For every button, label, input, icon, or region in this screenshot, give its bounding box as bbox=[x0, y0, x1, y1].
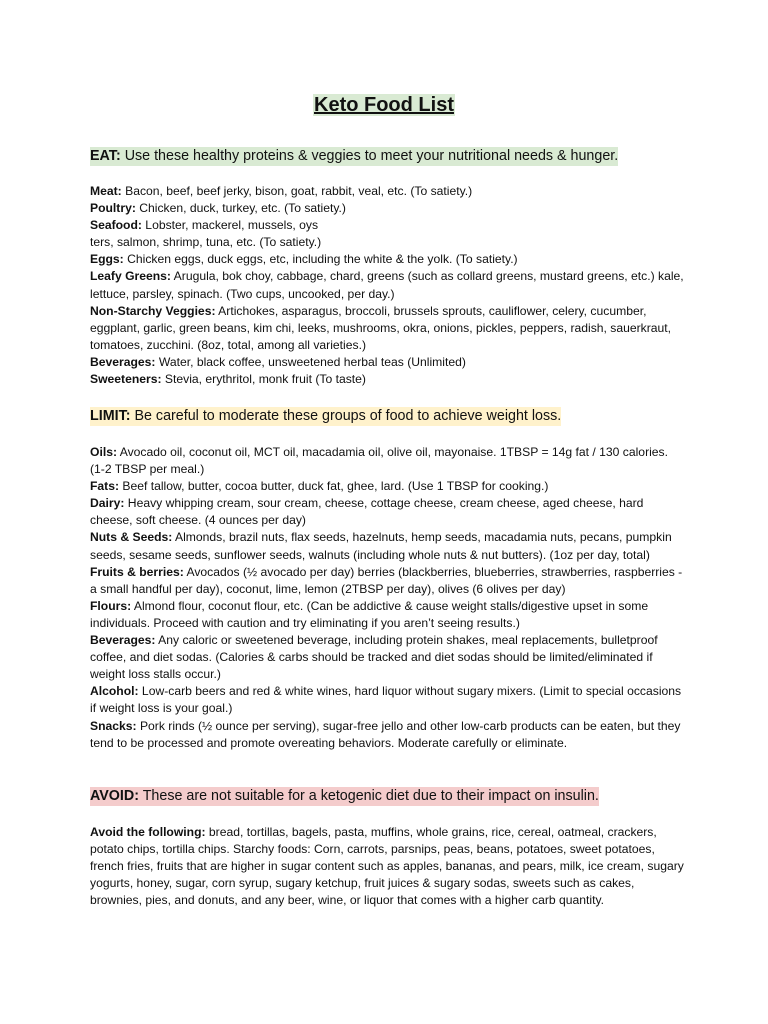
item-text: Pork rinds (½ ounce per serving), sugar-free jello and other low-carb products can be eaten, but they tend to be processed and promote overeating behaviors. Moderate carefully or eliminate. bbox=[90, 718, 681, 750]
list-item bbox=[90, 495, 686, 529]
section-heading-label: EAT: bbox=[90, 148, 121, 164]
section-heading-text: Use these healthy proteins & veggies to meet your nutritional needs & hunger. bbox=[120, 148, 619, 164]
item-text: Water, black coffee, unsweetened herbal teas (Unlimited) bbox=[155, 354, 466, 369]
list-item bbox=[90, 444, 686, 478]
item-text: Low-carb beers and red & white wines, hard liquor without sugary mixers. (Limit to special occasions if weight loss is your goal.) bbox=[90, 684, 682, 716]
item-label: Leafy Greens: bbox=[90, 269, 171, 284]
list-item bbox=[90, 478, 686, 495]
list-item bbox=[90, 683, 686, 717]
section-body-limit bbox=[90, 444, 686, 752]
item-text: Avocado oil, coconut oil, MCT oil, macadamia oil, olive oil, mayonaise. 1TBSP = 14g fat / 130 calories. (1-2 TBSP per meal.) bbox=[90, 445, 668, 477]
page-title bbox=[0, 92, 768, 118]
list-item bbox=[90, 632, 686, 683]
item-label: Beverages: bbox=[90, 354, 156, 369]
list-item bbox=[90, 824, 686, 909]
list-item bbox=[90, 371, 686, 388]
item-label: Seafood: bbox=[90, 218, 142, 233]
item-label: Snacks: bbox=[90, 718, 137, 733]
section-heading-text: Be careful to moderate these groups of food to achieve weight loss. bbox=[130, 408, 562, 424]
item-label: Alcohol: bbox=[90, 684, 139, 699]
item-text: Stevia, erythritol, monk fruit (To taste) bbox=[161, 372, 366, 387]
item-text: Avocados (½ avocado per day) berries (blackberries, blueberries, strawberries, raspberries - a small handful per day), coconut, lime, lemon (2TBSP per day), olives (6 olives per day) bbox=[90, 564, 683, 596]
item-label: Sweeteners: bbox=[90, 372, 162, 387]
item-text: Beef tallow, butter, cocoa butter, duck fat, ghee, lard. (Use 1 TBSP for cooking.) bbox=[119, 479, 549, 494]
section-heading-highlight bbox=[90, 407, 561, 426]
list-item bbox=[90, 564, 686, 598]
item-label: Fruits & berries: bbox=[90, 564, 184, 579]
item-label: Nuts & Seeds: bbox=[90, 530, 173, 545]
section-heading-highlight bbox=[90, 147, 618, 166]
item-label: Dairy: bbox=[90, 496, 125, 511]
list-item bbox=[90, 598, 686, 632]
item-text: Chicken, duck, turkey, etc. (To satiety.) bbox=[135, 201, 346, 216]
item-label: Flours: bbox=[90, 598, 132, 613]
page-title-text: Keto Food List bbox=[314, 94, 454, 116]
item-label: Poultry: bbox=[90, 201, 136, 216]
section-heading-eat bbox=[90, 146, 618, 166]
item-text: Almond flour, coconut flour, etc. (Can be addictive & cause weight stalls/digestive upset in some individuals. Proceed with caution and try eliminating if you aren’t seeing results.) bbox=[90, 598, 649, 630]
list-item bbox=[90, 217, 686, 251]
item-text: Any caloric or sweetened beverage, including protein shakes, meal replacements, bulletproof coffee, and diet sodas. (Calories & carbs should be tracked and diet sodas should be limited/eliminated if weight loss stalls occur.) bbox=[90, 633, 658, 682]
section-body-avoid bbox=[90, 824, 686, 909]
item-text: Arugula, bok choy, cabbage, chard, greens (such as collard greens, mustard greens, etc.) kale, lettuce, parsley, spinach. (Two cups, uncooked, per day.) bbox=[90, 269, 684, 301]
item-text: Almonds, brazil nuts, flax seeds, hazelnuts, hemp seeds, macadamia nuts, pecans, pumpkin seeds, sesame seeds, sunflower seeds, walnuts (including whole nuts & nut butters). (1oz per day, total) bbox=[90, 530, 672, 562]
item-label: Meat: bbox=[90, 184, 122, 198]
item-label: Fats: bbox=[90, 479, 120, 494]
section-body-eat bbox=[90, 183, 686, 388]
section-heading-text: These are not suitable for a ketogenic diet due to their impact on insulin. bbox=[138, 788, 599, 804]
list-item bbox=[90, 529, 686, 563]
item-label: Beverages: bbox=[90, 633, 156, 648]
item-text: Lobster, mackerel, mussels, oys ters, salmon, shrimp, tuna, etc. (To satiety.) bbox=[90, 218, 322, 250]
list-item bbox=[90, 200, 686, 217]
list-item bbox=[90, 251, 686, 268]
section-heading-avoid bbox=[90, 786, 599, 806]
list-item bbox=[90, 183, 686, 200]
section-heading-limit bbox=[90, 406, 561, 426]
list-item bbox=[90, 718, 686, 752]
list-item bbox=[90, 354, 686, 371]
item-label: Oils: bbox=[90, 445, 117, 459]
item-text: Heavy whipping cream, sour cream, cheese, cottage cheese, cream cheese, aged cheese, hard cheese, soft cheese. (4 ounces per day) bbox=[90, 496, 644, 528]
list-item bbox=[90, 268, 686, 302]
item-label: Non-Starchy Veggies: bbox=[90, 303, 216, 318]
item-text: bread, tortillas, bagels, pasta, muffins, whole grains, rice, cereal, oatmeal, crackers, potato chips, tortilla chips. Starchy foods: Corn, carrots, parsnips, peas, beans, potatoes, sweet potatoes, french fries, fruits that are higher in sugar content such as apples, bananas, and pears, milk, ice cream, sugary yogurts, honey, sugar, corn syrup, sugary ketchup, fruit juices & sugary sodas, sweets such as cakes, brownies, pies, and donuts, and any beer, wine, or liquor that comes with a higher carb quantity. bbox=[90, 825, 684, 908]
section-heading-label: AVOID: bbox=[90, 788, 139, 804]
item-label: Eggs: bbox=[90, 252, 124, 267]
item-text: Bacon, beef, beef jerky, bison, goat, rabbit, veal, etc. (To satiety.) bbox=[121, 184, 473, 198]
item-text: Chicken eggs, duck eggs, etc, including the white & the yolk. (To satiety.) bbox=[123, 252, 518, 267]
list-item bbox=[90, 303, 686, 354]
section-heading-highlight bbox=[90, 787, 599, 806]
section-heading-label: LIMIT: bbox=[90, 408, 131, 424]
item-text: Artichokes, asparagus, broccoli, brussels sprouts, cauliflower, celery, cucumber, eggplant, garlic, green beans, kim chi, leeks, mushrooms, okra, onions, pickles, peppers, radish, sauerkraut, tomatoes, zucchini. (8oz, total, among all varieties.) bbox=[90, 303, 672, 352]
item-label: Avoid the following: bbox=[90, 825, 206, 839]
